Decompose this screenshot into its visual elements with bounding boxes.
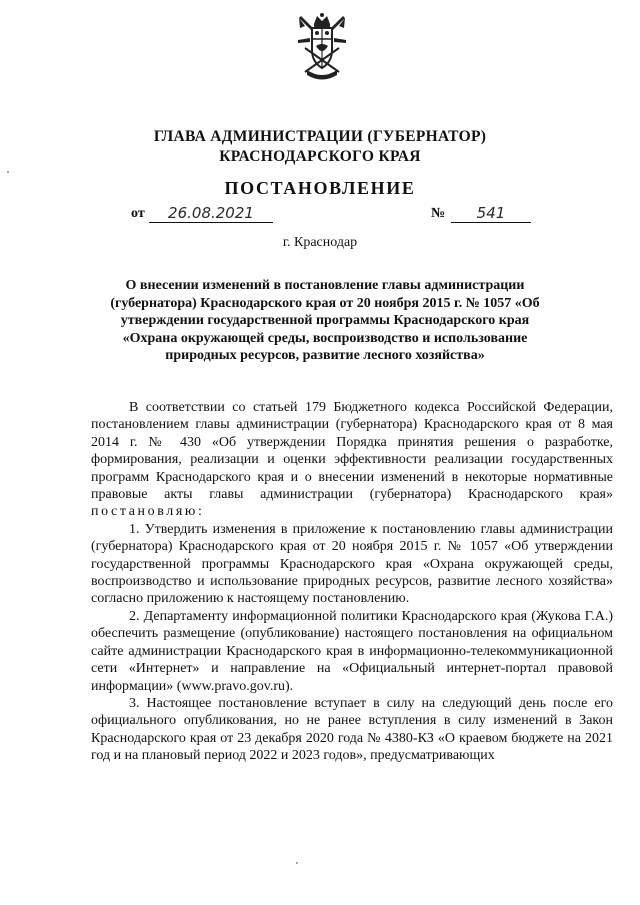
item-2-paragraph: 2. Департаменту информационной политики Краснодарского края (Жукова Г.А.) обеспечить размещение (опубликование) настоящего постановления на официальном сайте администрации Краснодарского края в информационно-телекоммуникационной сети «Интернет» и направление на «Официальный интернет-портал правовой информации» (www.pravo.gov.ru).: [91, 608, 613, 694]
document-title: О внесении изменений в постановление главы администрации (губернатора) Краснодарского края от 20 ноября 2015 г. № 1057 «Об утверждении государственной программы Краснодарского края «Охрана окружающей среды, воспроизводство и использование природных ресурсов, развитие лесного хозяйства»: [110, 278, 540, 364]
item-1-paragraph: 1. Утвердить изменения в приложение к постановлению главы администрации (губернатора) Краснодарского края от 20 ноября 2015 г. № 1057 «Об утверждении государственной программы Краснодарского края «Охрана окружающей среды, воспроизводство и использование природных ресурсов, развитие лесного хозяйства» согласно приложению к настоящему постановлению.: [91, 521, 613, 607]
krasnodar-coat-of-arms-icon: [297, 12, 347, 84]
item-3-paragraph: 3. Настоящее постановление вступает в силу на следующий день после его официального опубликования, но не ранее вступления в силу изменений в Закон Краснодарского края от 23 декабря 2020 года № 4380-КЗ «О краевом бюджете на 2021 год и на плановый период 2022 и 2023 годов», предусматривающих: [91, 695, 613, 764]
scan-speck: [296, 862, 298, 864]
number-label: №: [431, 206, 446, 221]
document-type-heading: ПОСТАНОВЛЕНИЕ: [224, 178, 416, 198]
city-line: г. Краснодар: [282, 235, 358, 250]
number-handwritten-value: 541: [451, 205, 531, 223]
date-label: от: [131, 206, 145, 221]
preamble-text: В соответствии со статьей 179 Бюджетного кодекса Российской Федерации, постановлением главы администрации (губернатора) Краснодарского края от 8 мая 2014 г. № 430 «Об утверждении Порядка принятия решения о разработке, формирования, реализации и оценки эффективности реализации государственных программ Краснодарского края и о внесении изменений в некоторые нормативные правовые акты главы администрации (губернатора) Краснодарского края»: [91, 400, 613, 503]
scan-speck: [7, 171, 9, 173]
authority-title-line1: ГЛАВА АДМИНИСТРАЦИИ (ГУБЕРНАТОР): [153, 128, 487, 145]
preamble-paragraph: [91, 399, 613, 521]
date-handwritten-value: 26.08.2021: [149, 205, 273, 223]
document-body: [91, 399, 613, 765]
decree-word: постановляю:: [91, 504, 205, 520]
authority-title-line2: КРАСНОДАРСКОГО КРАЯ: [219, 148, 421, 165]
